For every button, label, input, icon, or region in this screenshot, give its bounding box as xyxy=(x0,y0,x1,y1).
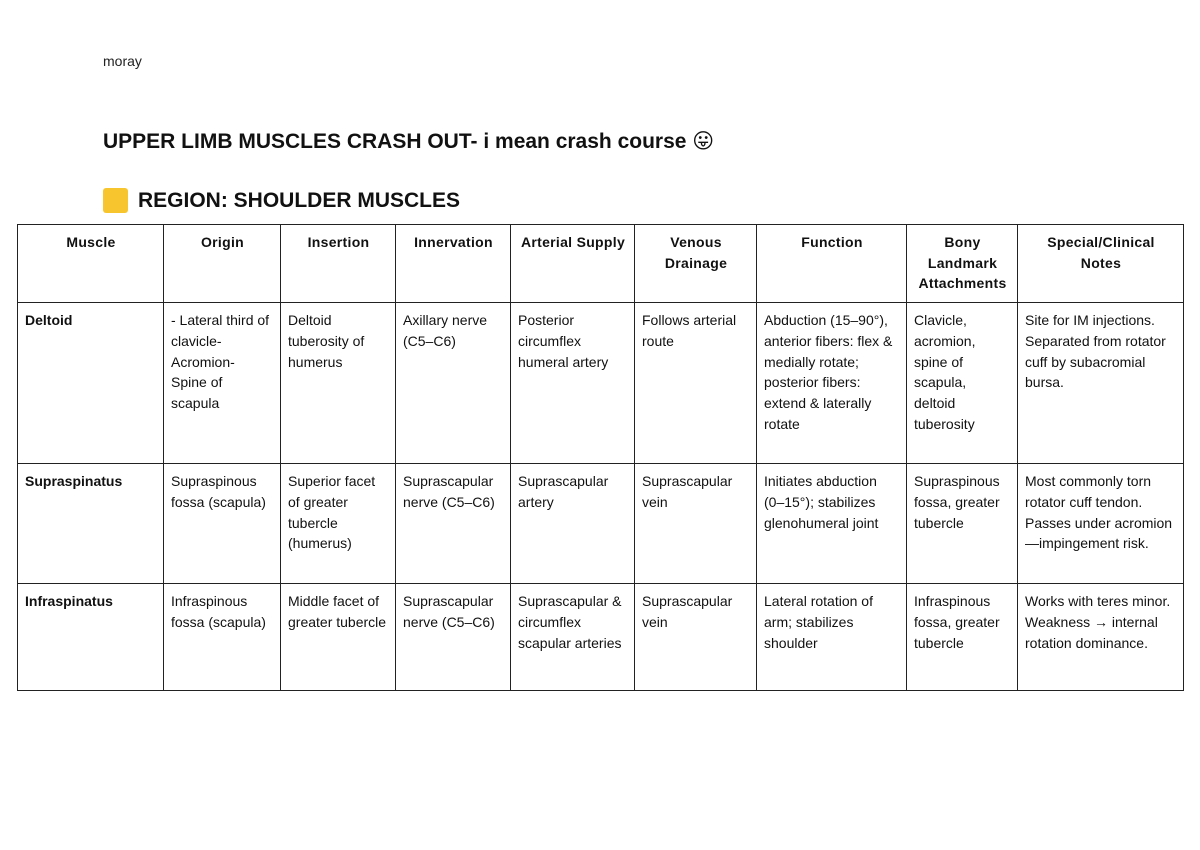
table-row xyxy=(18,584,1184,691)
insertion-cell: Deltoid tuberosity of humerus xyxy=(281,303,396,464)
header-muscle: Muscle xyxy=(18,225,164,303)
function-cell: Abduction (15–90°), anterior fibers: flex & medially rotate; posterior fibers: extend & laterally rotate xyxy=(757,303,907,464)
insertion-cell: Superior facet of greater tubercle (humerus) xyxy=(281,464,396,584)
origin-cell: Infraspinous fossa (scapula) xyxy=(164,584,281,691)
header-function: Function xyxy=(757,225,907,303)
innervation-cell: Axillary nerve (C5–C6) xyxy=(396,303,511,464)
header-clinical-notes: Special/Clinical Notes xyxy=(1018,225,1184,303)
yellow-square-icon xyxy=(103,188,128,213)
header-insertion: Insertion xyxy=(281,225,396,303)
region-heading-text: REGION: SHOULDER MUSCLES xyxy=(138,188,461,212)
venous-drainage-cell: Suprascapular vein xyxy=(635,464,757,584)
bony-landmarks-cell: Supraspinous fossa, greater tubercle xyxy=(907,464,1018,584)
innervation-cell: Suprascapular nerve (C5–C6) xyxy=(396,464,511,584)
muscle-cell: Infraspinatus xyxy=(18,584,164,691)
header-arterial-supply: Arterial Supply xyxy=(511,225,635,303)
tongue-face-emoji-icon: 😛 xyxy=(692,130,715,153)
header-venous-drainage: Venous Drainage xyxy=(635,225,757,303)
bony-landmarks-cell: Infraspinous fossa, greater tubercle xyxy=(907,584,1018,691)
clinical-notes-cell: Works with teres minor. Weakness → internal rotation dominance. xyxy=(1018,584,1184,691)
bony-landmarks-cell: Clavicle, acromion, spine of scapula, deltoid tuberosity xyxy=(907,303,1018,464)
venous-drainage-cell: Follows arterial route xyxy=(635,303,757,464)
muscle-cell: Supraspinatus xyxy=(18,464,164,584)
venous-drainage-cell: Suprascapular vein xyxy=(635,584,757,691)
origin-cell: - Lateral third of clavicle- Acromion- Spine of scapula xyxy=(164,303,281,464)
origin-cell: Supraspinous fossa (scapula) xyxy=(164,464,281,584)
clinical-notes-cell: Site for IM injections. Separated from rotator cuff by subacromial bursa. xyxy=(1018,303,1184,464)
arterial-supply-cell: Posterior circumflex humeral artery xyxy=(511,303,635,464)
shoulder-muscles-table xyxy=(17,224,1184,691)
document-title xyxy=(103,129,714,154)
function-cell: Lateral rotation of arm; stabilizes shoulder xyxy=(757,584,907,691)
arterial-supply-cell: Suprascapular & circumflex scapular arteries xyxy=(511,584,635,691)
clinical-notes-cell: Most commonly torn rotator cuff tendon. Passes under acromion—impingement risk. xyxy=(1018,464,1184,584)
function-cell: Initiates abduction (0–15°); stabilizes glenohumeral joint xyxy=(757,464,907,584)
muscle-cell: Deltoid xyxy=(18,303,164,464)
header-bony-landmarks: Bony Landmark Attachments xyxy=(907,225,1018,303)
author-name: moray xyxy=(103,53,142,69)
document-title-text: UPPER LIMB MUSCLES CRASH OUT- i mean crash course xyxy=(103,130,687,153)
innervation-cell: Suprascapular nerve (C5–C6) xyxy=(396,584,511,691)
table-header-row xyxy=(18,225,1184,303)
header-innervation: Innervation xyxy=(396,225,511,303)
header-origin: Origin xyxy=(164,225,281,303)
insertion-cell: Middle facet of greater tubercle xyxy=(281,584,396,691)
region-heading xyxy=(103,188,460,213)
arterial-supply-cell: Suprascapular artery xyxy=(511,464,635,584)
table-row xyxy=(18,464,1184,584)
table-row xyxy=(18,303,1184,464)
